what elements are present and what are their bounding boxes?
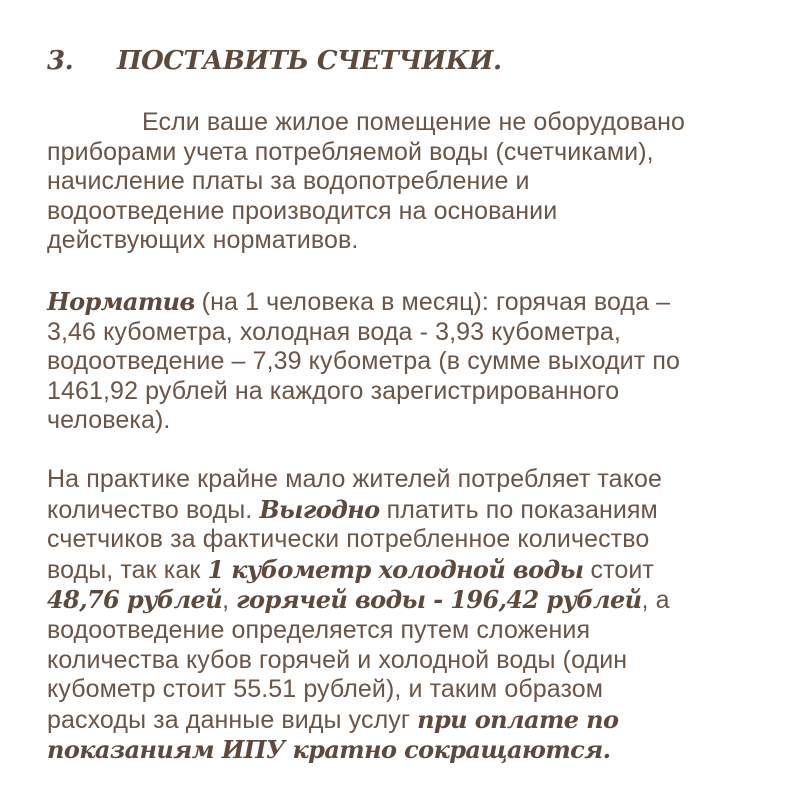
text-line: водоотведение производится на основании [47,196,558,225]
text-line: Если ваше жилое помещение не оборудовано [142,108,686,136]
text-segment: количество воды. [47,495,260,524]
text-line: действующих нормативов. [47,226,359,255]
text-line: количества кубов горячей и холодной воды (один [47,645,628,674]
text-line [47,735,767,766]
paragraph-practice [47,465,767,766]
text-line [47,705,767,736]
text-line: водоотведение – 7,39 кубометра (в сумме выходит по [47,347,680,376]
text-line: человека). [47,406,171,435]
emphasis-hot-price: горячей воды - 196,42 рублей [236,585,642,615]
text-line: приборами учета потребляемой воды (счетчиками), [47,137,654,166]
text-line: водоотведение определяется путем сложения [47,615,591,644]
norm-term: Норматив [47,287,195,316]
section-title: ПОСТАВИТЬ СЧЕТЧИКИ. [117,46,502,76]
norm-intro: (на 1 человека в месяц): горячая вода – [194,288,671,316]
text-segment: стоит [583,555,654,584]
text-segment: расходы за данные виды услуг [47,705,418,734]
text-line [47,495,767,526]
text-line: начисление платы за водопотребление и [47,167,530,196]
text-line: 3,46 кубометра, холодная вода - 3,93 кубометра, [47,317,621,346]
text-line: счетчиков за фактически потребленное количество [47,525,650,554]
paragraph-intro [47,108,767,256]
text-line [47,555,767,586]
emphasis-cold-price: 48,76 рублей [47,585,223,615]
text-segment: , [222,586,237,615]
emphasis-conclusion: показаниям ИПУ кратно сокращаются. [47,735,611,765]
text-line [47,585,767,616]
text-line: 1461,92 рублей на каждого зарегистрированного [47,376,620,405]
paragraph-norms [47,287,767,436]
emphasis-cold-water: 1 кубометр холодной воды [207,554,584,584]
text-line: кубометр стоит 55.51 рублей), и таким образом [47,675,604,704]
text-segment: , а [641,586,670,615]
text-line: На практике крайне мало жителей потребляет такое [47,465,663,493]
section-heading [47,46,502,76]
section-number: 3. [47,46,74,76]
emphasis-profitable: Выгодно [259,494,380,524]
text-segment: платить по показаниям [379,495,658,524]
emphasis-payment: при оплате по [417,704,619,734]
text-line [47,287,767,318]
text-segment: воды, так как [47,555,208,584]
